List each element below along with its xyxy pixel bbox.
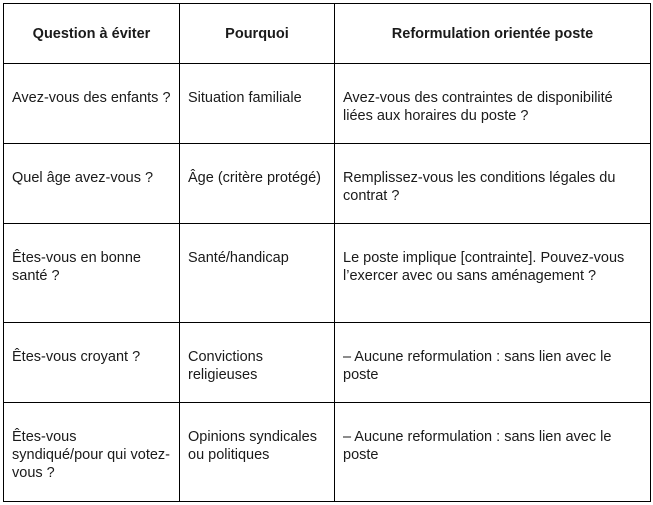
question-cell: Êtes-vous croyant ? [4,323,180,403]
interview-questions-table [3,3,651,502]
question-cell: Êtes-vous en bonne santé ? [4,224,180,323]
header-reformulation: Reformulation orientée poste [335,4,651,64]
reformulation-cell: Remplissez-vous les conditions légales du contrat ? [335,144,651,224]
reason-cell: Âge (critère protégé) [180,144,335,224]
reformulation-cell: – Aucune reformulation : sans lien avec le poste [335,403,651,502]
header-question: Question à éviter [4,4,180,64]
reason-cell: Situation familiale [180,64,335,144]
question-cell: Quel âge avez-vous ? [4,144,180,224]
header-reason: Pourquoi [180,4,335,64]
question-cell: Avez-vous des enfants ? [4,64,180,144]
table-row [4,224,651,323]
table-row [4,323,651,403]
reason-cell: Santé/handicap [180,224,335,323]
reason-cell: Convictions religieuses [180,323,335,403]
reformulation-cell: Avez-vous des contraintes de disponibilité liées aux horaires du poste ? [335,64,651,144]
table-row [4,403,651,502]
reformulation-cell: Le poste implique [contrainte]. Pouvez-vous l’exercer avec ou sans aménagement ? [335,224,651,323]
question-cell: Êtes-vous syndiqué/pour qui votez-vous ? [4,403,180,502]
table-row [4,64,651,144]
reason-cell: Opinions syndicales ou politiques [180,403,335,502]
header-row [4,4,651,64]
reformulation-cell: – Aucune reformulation : sans lien avec le poste [335,323,651,403]
table-row [4,144,651,224]
